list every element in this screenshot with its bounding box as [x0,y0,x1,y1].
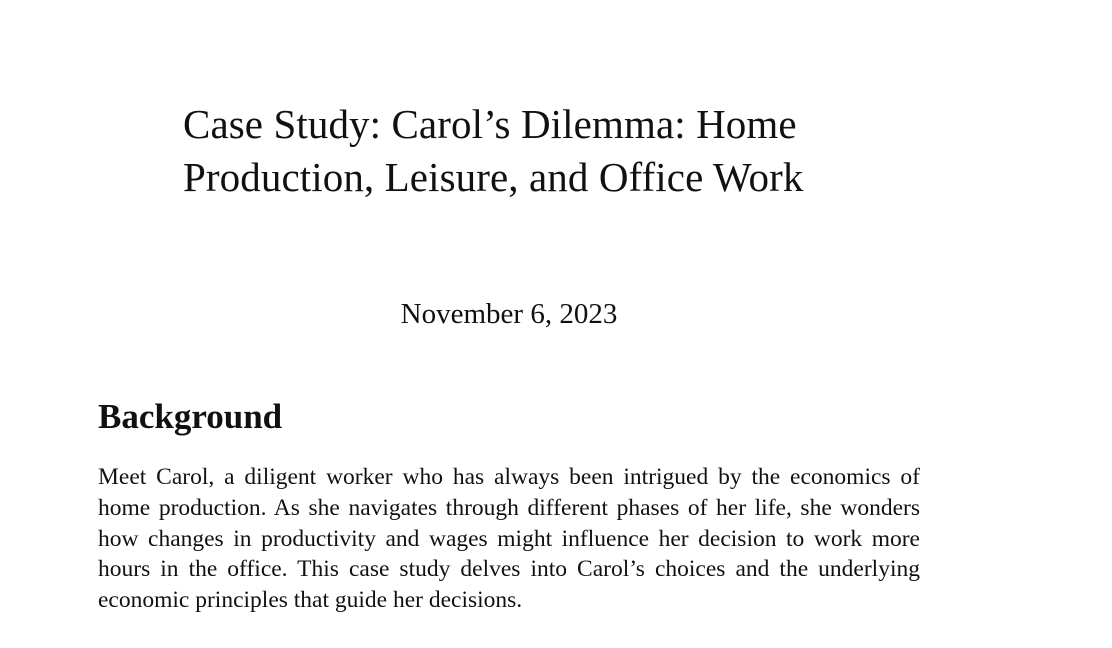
section-paragraph-background: Meet Carol, a diligent worker who has always been intrigued by the economics of home production. As she navigates through different phases of her life, she wonders how changes in productivity and wages might influence her decision to work more hours in the office. This case study delves into Carol’s choices and the underlying economic principles that guide her decisions. [98,464,920,614]
document-date: November 6, 2023 [400,298,618,330]
section-heading-background: Background [98,397,283,436]
document-title: Case Study: Carol’s Dilemma: Home Production, Leisure, and Office Work [183,101,804,200]
